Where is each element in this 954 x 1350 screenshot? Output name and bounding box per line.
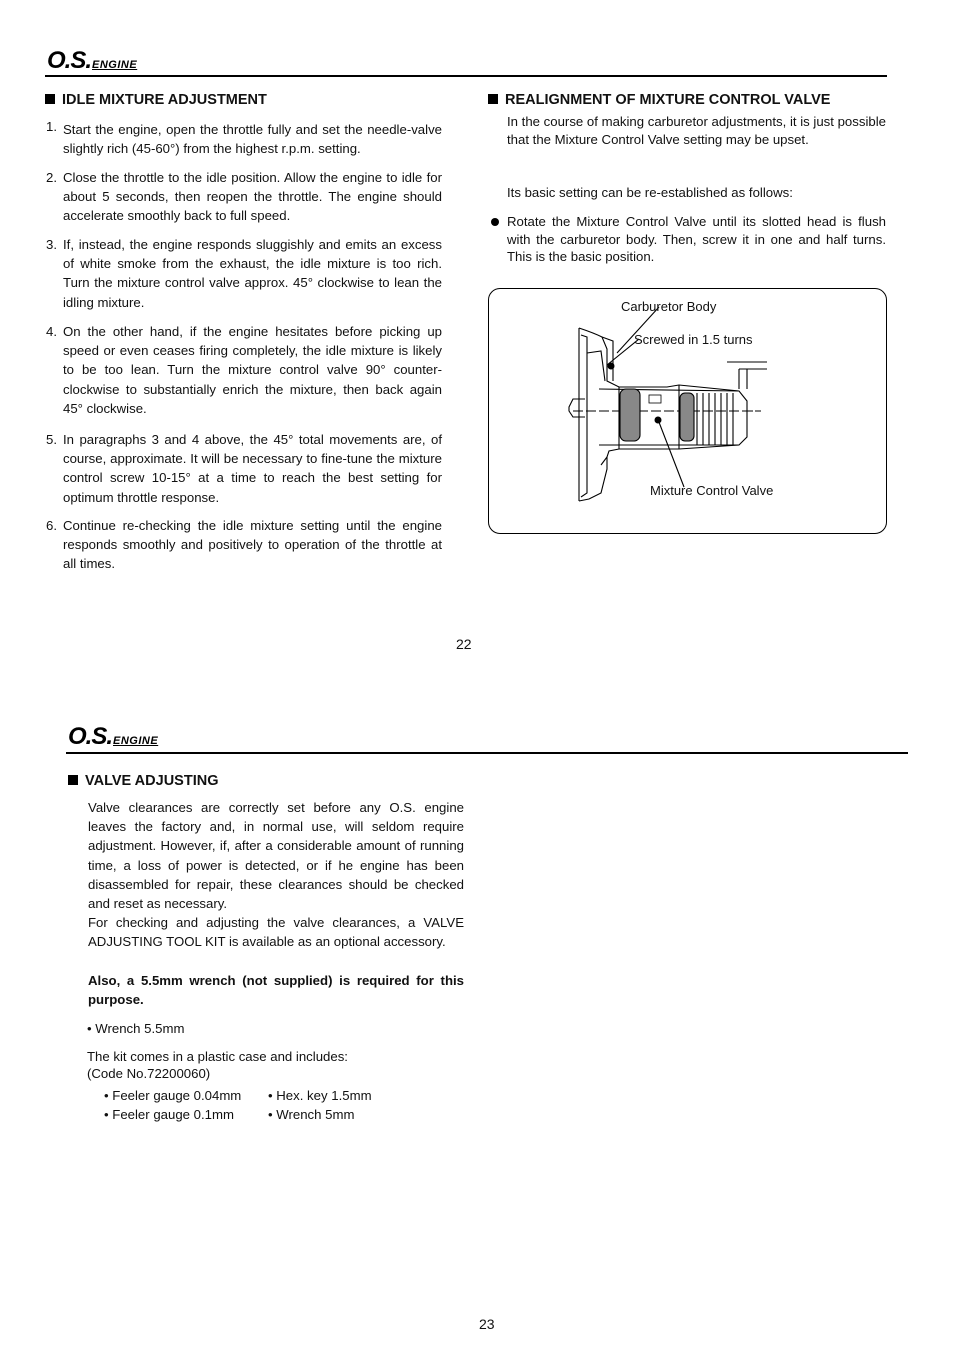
item-number: 2. [46, 170, 57, 185]
heading-text: VALVE ADJUSTING [85, 773, 219, 789]
item-text: Close the throttle to the idle position. Allow the engine to idle for about 5 seconds, then reopen the throttle. The engine should accelerate smoothly back to full speed. [63, 170, 442, 224]
page-number: 22 [456, 636, 472, 652]
mixture-valve-figure [488, 288, 887, 534]
item-number: 5. [46, 432, 57, 447]
header-rule [45, 75, 887, 77]
valve-adjusting-heading [68, 773, 218, 789]
valve-para-clearances: Valve clearances are correctly set before any O.S. engine leaves the factory and, in normal use, will seldom require adjustment. However, if, after a considerable amount of running time, a loss of power is detected, or if he engine has been disassembled for repair, these clearances should be checked and reset as necessary. [88, 800, 464, 912]
valve-para-tool-kit: For checking and adjusting the valve clearances, a VALVE ADJUSTING TOOL KIT is available as an optional accessory. [88, 915, 464, 950]
realignment-heading [488, 92, 830, 108]
logo-main-text: O.S. [47, 47, 92, 74]
realignment-basic-setting: Its basic setting can be re-established as follows: [507, 185, 793, 200]
idle-mixture-steps [46, 120, 442, 580]
item-text: If, instead, the engine responds sluggishly and emits an excess of white smoke from the exhaust, the idle mixture is too rich. Turn the mixture control valve approx. 45° clockwise to lean the idling mixture. [63, 237, 442, 310]
label-screwed-turns: Screwed in 1.5 turns [634, 332, 753, 347]
square-bullet-icon [45, 94, 55, 104]
realignment-bullet: Rotate the Mixture Control Valve until its slotted head is flush with the carburetor body. Then, screw it in one and half turns. This is the basic position. [507, 214, 886, 264]
item-number: 6. [46, 518, 57, 533]
heading-text: REALIGNMENT OF MIXTURE CONTROL VALVE [505, 92, 831, 108]
logo-sub-text: ENGINE [92, 59, 138, 71]
kit-contents-line: The kit comes in a plastic case and includes: [87, 1049, 348, 1064]
item-text: Continue re-checking the idle mixture setting until the engine responds smoothly and positively to operation of the throttle at all times. [63, 518, 442, 572]
kit-item: • Feeler gauge 0.04mm [104, 1088, 242, 1103]
logo-sub-text: ENGINE [113, 735, 159, 747]
valve-para-wrench-required: Also, a 5.5mm wrench (not supplied) is required for this purpose. [88, 973, 464, 1008]
item-text: In paragraphs 3 and 4 above, the 45° total movements are, of course, approximate. It will be necessary to fine-tune the mixture control screw 10-15° at a time to reach the best setting for optimum throttle response. [63, 432, 442, 505]
label-mixture-control-valve: Mixture Control Valve [650, 483, 774, 498]
idle-mixture-heading [45, 92, 267, 108]
item-number: 4. [46, 324, 57, 339]
wrench-item: • Wrench 5.5mm [87, 1021, 185, 1036]
item-number: 1. [46, 119, 57, 134]
realignment-intro: In the course of making carburetor adjustments, it is just possible that the Mixture Control Valve setting may be upset. [507, 114, 886, 147]
header-rule [66, 752, 908, 754]
os-engine-logo [47, 47, 137, 75]
os-engine-logo [68, 723, 158, 751]
item-number: 3. [46, 237, 57, 252]
page-number: 23 [479, 1316, 495, 1332]
kit-code-line: (Code No.72200060) [87, 1066, 211, 1081]
bullet-dot-icon [491, 218, 499, 226]
label-carburetor-body: Carburetor Body [621, 299, 717, 314]
square-bullet-icon [68, 775, 78, 785]
kit-item: • Hex. key 1.5mm [268, 1088, 372, 1103]
item-text: On the other hand, if the engine hesitates before picking up speed or even ceases firing completely, the idle mixture is likely to be too lean. Turn the mixture control valve 90° counter-clockwise to substantially enrich the mixture, then back again 45° clockwise. [63, 324, 442, 416]
heading-text: IDLE MIXTURE ADJUSTMENT [62, 92, 267, 108]
square-bullet-icon [488, 94, 498, 104]
kit-item: • Wrench 5mm [268, 1107, 355, 1122]
logo-main-text: O.S. [68, 723, 113, 750]
kit-item: • Feeler gauge 0.1mm [104, 1107, 234, 1122]
item-text: Start the engine, open the throttle fully and set the needle-valve slightly rich (45-60°) from the highest r.p.m. setting. [63, 122, 442, 157]
